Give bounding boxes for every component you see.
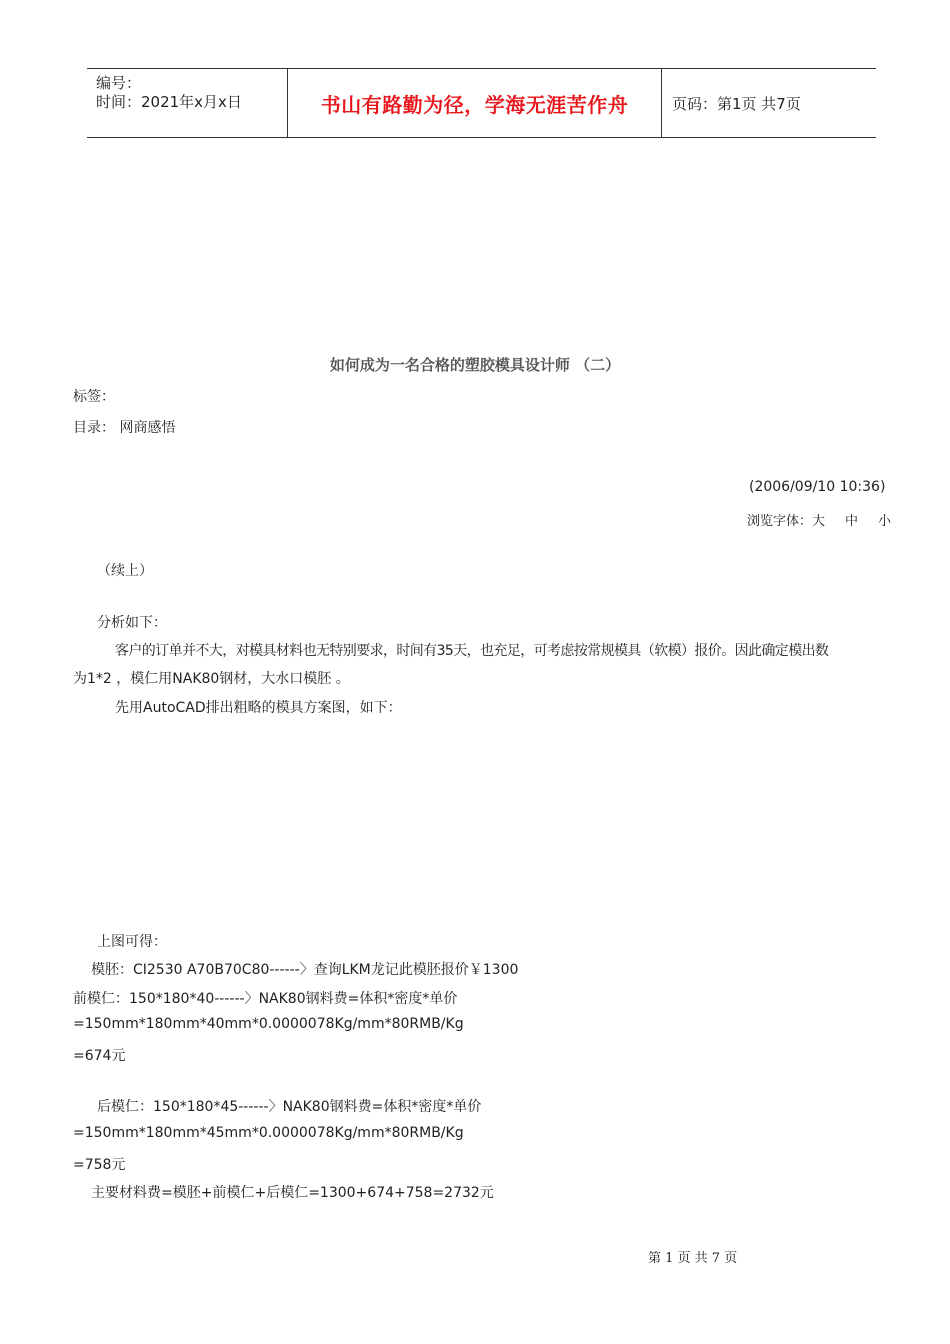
number-label: 编号： (96, 74, 142, 92)
front-core-line-1: 前模仁：150*180*40------〉NAK80钢料费=体积*密度*单价 (73, 991, 458, 1007)
paragraph-1-line-2: 为1*2 ，模仁用NAK80钢材，大水口模胚 。 (73, 671, 350, 687)
font-size-label: 浏览字体： (747, 514, 813, 529)
rear-core-line-1: 后模仁：150*180*45------〉NAK80钢料费=体积*密度*单价 (97, 1099, 482, 1115)
font-size-selector (747, 510, 891, 529)
rear-core-line-3: =758元 (73, 1157, 126, 1173)
rear-core-line-2: =150mm*180mm*45mm*0.0000078Kg/mm*80RMB/Kg (73, 1125, 464, 1141)
paragraph-2: 先用AutoCAD排出粗略的模具方案图，如下： (115, 700, 402, 716)
motto-text: 书山有路勤为径，学海无涯苦作舟 (320, 92, 629, 117)
footer-page-number: 第 1 页 共 7 页 (648, 1251, 738, 1266)
continued-note: （续上） (97, 563, 153, 579)
header-page-number: 页码：第1页 共7页 (672, 94, 801, 113)
article-title: 如何成为一名合格的塑胶模具设计师 （二） (329, 356, 621, 374)
front-core-line-3: =674元 (73, 1048, 126, 1064)
analysis-heading: 分析如下： (97, 615, 167, 631)
front-core-line-2: =150mm*180mm*40mm*0.0000078Kg/mm*80RMB/Kg (73, 1016, 464, 1032)
article-datetime: (2006/09/10 10:36) (749, 479, 886, 495)
font-size-large[interactable]: 大 (812, 514, 826, 529)
paragraph-1-line-1: 客户的订单并不大，对模具材料也无特别要求，时间有35天，也充足，可考虑按常规模具（软模）报价。因此确定模出数 (115, 643, 829, 659)
header-motto-cell (288, 69, 662, 137)
font-size-medium[interactable]: 中 (845, 514, 859, 529)
header-meta-cell (87, 69, 288, 137)
from-figure-line: 上图可得： (97, 934, 167, 950)
document-header (87, 68, 876, 138)
time-label: 时间：2021年x月x日 (96, 93, 242, 111)
font-size-small[interactable]: 小 (878, 514, 892, 529)
catalog-line: 目录： 网商感悟 (73, 420, 176, 436)
header-page-cell (662, 69, 876, 137)
tags-label: 标签： (73, 389, 115, 405)
total-cost-line: 主要材料费=模胚+前模仁+后模仁=1300+674+758=2732元 (91, 1185, 494, 1201)
mold-base-line: 模胚：CI2530 A70B70C80------〉查询LKM龙记此模胚报价￥1300 (91, 962, 519, 978)
